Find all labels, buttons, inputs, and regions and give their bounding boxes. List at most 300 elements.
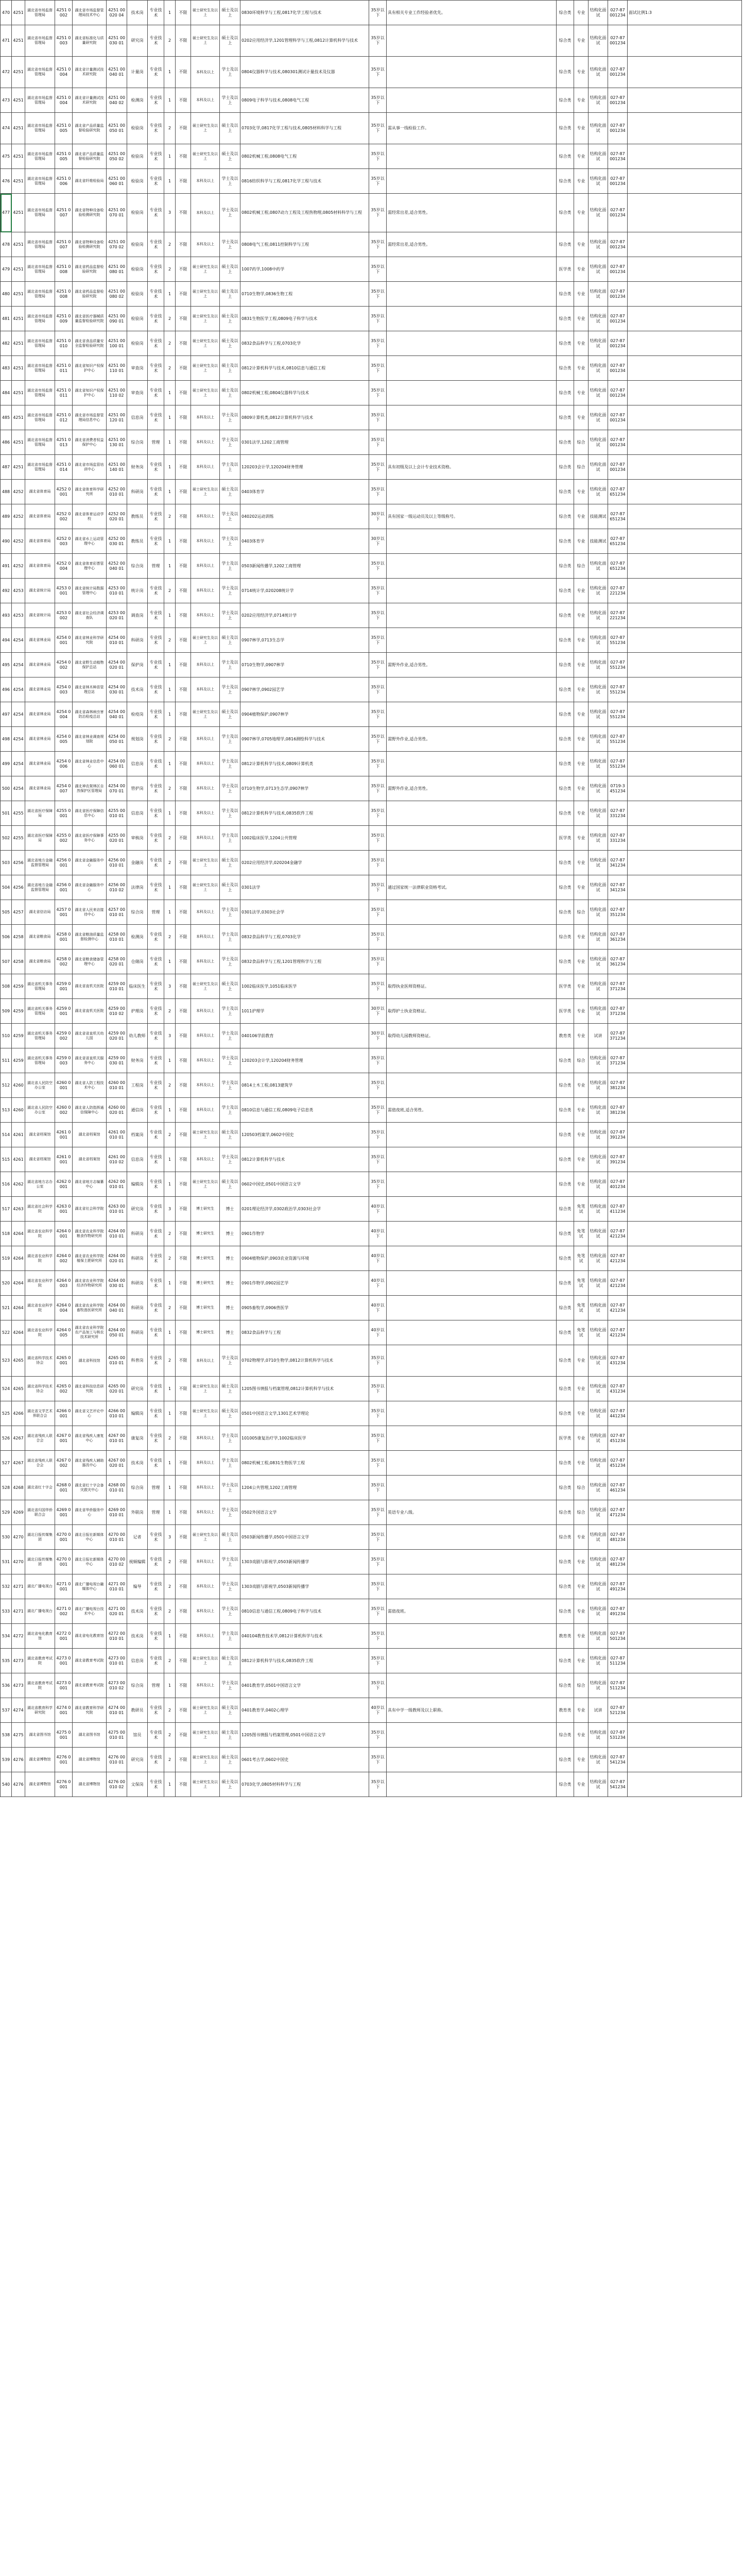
cell-post-type: 专业技术 bbox=[148, 776, 164, 801]
cell-remark bbox=[628, 194, 742, 232]
cell-exam-type: 综合类 bbox=[557, 752, 574, 776]
cell-dept: 湖北省文学艺术界联合会 bbox=[25, 1401, 55, 1426]
cell-age: 35岁以下 bbox=[369, 405, 387, 430]
cell-hire-count: 2 bbox=[164, 232, 176, 257]
cell-contact: 027-87221234 bbox=[608, 603, 628, 628]
cell-exam-type: 综合类 bbox=[557, 1673, 574, 1698]
cell-exam-type: 综合类 bbox=[557, 1748, 574, 1772]
cell-unit-code: 4271 0002 bbox=[55, 1599, 73, 1624]
cell-recruit-target: 不限 bbox=[176, 1, 191, 25]
cell-unit: 湖北省医疗器械质量监督检验研究院 bbox=[73, 307, 107, 331]
cell-interview: 结构化面试 bbox=[589, 1426, 608, 1451]
cell-dept-code: 4262 bbox=[12, 1172, 25, 1197]
cell-interview: 结构化面试 bbox=[589, 144, 608, 169]
cell-post-type: 专业技术 bbox=[148, 1748, 164, 1772]
cell-hire-count: 2 bbox=[164, 1550, 176, 1574]
cell-hire-count: 1 bbox=[164, 1172, 176, 1197]
cell-major: 0809电子科学与技术,0808电气工程 bbox=[240, 88, 369, 113]
cell-contact: 027-87001234 bbox=[608, 257, 628, 282]
cell-other: 具有初级及以上会计专业技术资格。 bbox=[387, 455, 557, 480]
cell-recruit-target: 不限 bbox=[176, 1098, 191, 1123]
cell-contact: 027-87381234 bbox=[608, 1073, 628, 1098]
cell-other bbox=[387, 257, 557, 282]
cell-written: 专业 bbox=[574, 974, 589, 999]
cell-dept: 湖北省电化教育馆 bbox=[25, 1624, 55, 1649]
cell-contact: 027-87451234 bbox=[608, 1451, 628, 1476]
cell-exam-type: 综合类 bbox=[557, 1172, 574, 1197]
cell-post: 调查岗 bbox=[127, 603, 148, 628]
cell-remark bbox=[628, 1476, 742, 1500]
cell-dept-code: 4264 bbox=[12, 1246, 25, 1271]
cell-degree: 硕士及以上 bbox=[220, 282, 240, 307]
cell-other bbox=[387, 1673, 557, 1698]
cell-recruit-target: 不限 bbox=[176, 801, 191, 826]
cell-hire-count: 2 bbox=[164, 1649, 176, 1673]
cell-dept: 湖北省图书馆 bbox=[25, 1723, 55, 1748]
cell-education: 本科及以上 bbox=[191, 1673, 220, 1698]
cell-hire-count: 2 bbox=[164, 1073, 176, 1098]
cell-age: 35岁以下 bbox=[369, 1147, 387, 1172]
cell-unit-code: 4258 0002 bbox=[55, 950, 73, 974]
table-row bbox=[1, 950, 742, 974]
cell-dept-code: 4251 bbox=[12, 381, 25, 405]
cell-post: 临床医生 bbox=[127, 974, 148, 999]
cell-age: 30岁以下 bbox=[369, 529, 387, 554]
cell-contact: 027-87431234 bbox=[608, 1345, 628, 1377]
cell-exam-type: 综合类 bbox=[557, 307, 574, 331]
cell-education: 硕士研究生及以上 bbox=[191, 1772, 220, 1797]
cell-remark bbox=[628, 1320, 742, 1345]
cell-hire-count: 1 bbox=[164, 1098, 176, 1123]
cell-hire-count: 1 bbox=[164, 169, 176, 194]
cell-unit: 湖北省残疾人辅助器具中心 bbox=[73, 1451, 107, 1476]
cell-dept: 湖北省体育局 bbox=[25, 480, 55, 504]
cell-other bbox=[387, 1271, 557, 1296]
cell-major: 0804仪器科学与技术,080301测试计量技术及仪器 bbox=[240, 57, 369, 88]
cell-major: 101005康复治疗学,1002临床医学 bbox=[240, 1426, 369, 1451]
cell-unit: 湖北省体育科学研究所 bbox=[73, 480, 107, 504]
cell-post: 综合岗 bbox=[127, 1673, 148, 1698]
cell-unit: 湖北省药品监督检验研究院 bbox=[73, 257, 107, 282]
cell-education: 硕士研究生及以上 bbox=[191, 307, 220, 331]
cell-recruit-target: 不限 bbox=[176, 307, 191, 331]
cell-interview: 结构化面试 bbox=[589, 194, 608, 232]
cell-degree: 硕士及以上 bbox=[220, 974, 240, 999]
cell-unit: 湖北省人防指挥通信保障中心 bbox=[73, 1098, 107, 1123]
cell-exam-type: 综合类 bbox=[557, 702, 574, 727]
cell-post-code: 4263 00010 01 bbox=[107, 1197, 127, 1222]
cell-post: 研究岗 bbox=[127, 1748, 148, 1772]
cell-recruit-target: 不限 bbox=[176, 1624, 191, 1649]
cell-contact: 027-87431234 bbox=[608, 1377, 628, 1401]
cell-degree: 硕士及以上 bbox=[220, 1698, 240, 1723]
cell-unit-code: 4251 0002 bbox=[55, 1, 73, 25]
cell-seq: 527 bbox=[1, 1451, 12, 1476]
cell-post-type: 专业技术 bbox=[148, 1525, 164, 1550]
cell-major: 0714统计学,020208统计学 bbox=[240, 579, 369, 603]
cell-contact: 027-87491234 bbox=[608, 1599, 628, 1624]
cell-age: 35岁以下 bbox=[369, 25, 387, 57]
cell-written: 专业 bbox=[574, 1599, 589, 1624]
cell-contact: 027-87001234 bbox=[608, 25, 628, 57]
cell-seq: 483 bbox=[1, 356, 12, 381]
cell-seq: 491 bbox=[1, 554, 12, 579]
cell-unit-code: 4251 0011 bbox=[55, 356, 73, 381]
cell-remark bbox=[628, 999, 742, 1024]
cell-unit-code: 4252 0002 bbox=[55, 504, 73, 529]
cell-contact: 027-87391234 bbox=[608, 1147, 628, 1172]
cell-contact: 027-87651234 bbox=[608, 554, 628, 579]
cell-remark bbox=[628, 1451, 742, 1476]
cell-interview: 结构化面试 bbox=[589, 1550, 608, 1574]
cell-post-code: 4276 00010 02 bbox=[107, 1772, 127, 1797]
cell-major: 0802机械工程,0831生物医学工程 bbox=[240, 1451, 369, 1476]
cell-post-type: 专业技术 bbox=[148, 875, 164, 900]
cell-education: 本科及以上 bbox=[191, 826, 220, 851]
cell-unit: 湖北省特种设备检验检测研究院 bbox=[73, 232, 107, 257]
cell-hire-count: 1 bbox=[164, 554, 176, 579]
cell-degree: 硕士及以上 bbox=[220, 307, 240, 331]
table-row bbox=[1, 1048, 742, 1073]
cell-remark bbox=[628, 169, 742, 194]
cell-contact: 027-87001234 bbox=[608, 381, 628, 405]
cell-age: 35岁以下 bbox=[369, 381, 387, 405]
cell-degree: 学士及以上 bbox=[220, 504, 240, 529]
cell-recruit-target: 不限 bbox=[176, 1772, 191, 1797]
cell-contact: 027-87471234 bbox=[608, 1500, 628, 1525]
cell-interview: 技能测试 bbox=[589, 529, 608, 554]
table-row bbox=[1, 1624, 742, 1649]
cell-major: 0904植物保护,0907林学 bbox=[240, 702, 369, 727]
cell-contact: 027-87001234 bbox=[608, 405, 628, 430]
cell-recruit-target: 不限 bbox=[176, 579, 191, 603]
cell-post-type: 专业技术 bbox=[148, 529, 164, 554]
cell-post-code: 4271 00020 01 bbox=[107, 1599, 127, 1624]
cell-degree: 学士及以上 bbox=[220, 1024, 240, 1048]
cell-education: 硕士研究生及以上 bbox=[191, 113, 220, 144]
cell-post: 综合岗 bbox=[127, 900, 148, 925]
cell-seq: 533 bbox=[1, 1599, 12, 1624]
cell-other bbox=[387, 1377, 557, 1401]
cell-recruit-target: 不限 bbox=[176, 628, 191, 653]
cell-degree: 硕士及以上 bbox=[220, 1, 240, 25]
cell-dept: 湖北省机关事务管理局 bbox=[25, 1048, 55, 1073]
table-row bbox=[1, 1024, 742, 1048]
cell-seq: 478 bbox=[1, 232, 12, 257]
cell-post: 馆员 bbox=[127, 1723, 148, 1748]
table-row bbox=[1, 504, 742, 529]
cell-unit-code: 4266 0001 bbox=[55, 1401, 73, 1426]
cell-interview: 结构化面试 bbox=[589, 677, 608, 702]
cell-recruit-target: 不限 bbox=[176, 925, 191, 950]
cell-recruit-target: 不限 bbox=[176, 752, 191, 776]
cell-post-type: 专业技术 bbox=[148, 974, 164, 999]
cell-recruit-target: 不限 bbox=[176, 430, 191, 455]
cell-seq: 473 bbox=[1, 88, 12, 113]
cell-other bbox=[387, 579, 557, 603]
cell-unit-code: 4251 0003 bbox=[55, 25, 73, 57]
cell-seq: 526 bbox=[1, 1426, 12, 1451]
cell-post-code: 4254 00010 01 bbox=[107, 628, 127, 653]
table-row bbox=[1, 25, 742, 57]
cell-post: 规划岗 bbox=[127, 727, 148, 752]
cell-post-type: 管理 bbox=[148, 1476, 164, 1500]
cell-dept: 湖北省林业局 bbox=[25, 752, 55, 776]
cell-unit-code: 4253 0002 bbox=[55, 603, 73, 628]
cell-post-code: 4251 00110 02 bbox=[107, 381, 127, 405]
cell-contact: 027-87531234 bbox=[608, 1723, 628, 1748]
cell-post-code: 4259 00020 01 bbox=[107, 1024, 127, 1048]
cell-education: 硕士研究生及以上 bbox=[191, 1723, 220, 1748]
cell-dept-code: 4259 bbox=[12, 999, 25, 1024]
cell-education: 硕士研究生及以上 bbox=[191, 974, 220, 999]
cell-age: 35岁以下 bbox=[369, 1500, 387, 1525]
cell-major: 0602中国史,0501中国语言文学 bbox=[240, 1172, 369, 1197]
cell-seq: 522 bbox=[1, 1320, 12, 1345]
cell-dept: 湖北省林业局 bbox=[25, 653, 55, 677]
cell-remark bbox=[628, 1624, 742, 1649]
cell-hire-count: 2 bbox=[164, 331, 176, 356]
cell-hire-count: 2 bbox=[164, 307, 176, 331]
cell-remark bbox=[628, 603, 742, 628]
cell-post-code: 4266 00010 01 bbox=[107, 1401, 127, 1426]
cell-age: 35岁以下 bbox=[369, 801, 387, 826]
cell-dept-code: 4267 bbox=[12, 1426, 25, 1451]
cell-post-type: 专业技术 bbox=[148, 1550, 164, 1574]
cell-major: 120503档案学,0602中国史 bbox=[240, 1123, 369, 1147]
cell-other bbox=[387, 1197, 557, 1222]
cell-contact: 027-87001234 bbox=[608, 194, 628, 232]
cell-written: 专业 bbox=[574, 875, 589, 900]
cell-major: 0812计算机科学与技术,0835软件工程 bbox=[240, 801, 369, 826]
table-row bbox=[1, 1451, 742, 1476]
cell-post-type: 专业技术 bbox=[148, 925, 164, 950]
cell-remark bbox=[628, 405, 742, 430]
cell-hire-count: 1 bbox=[164, 702, 176, 727]
cell-dept-code: 4254 bbox=[12, 677, 25, 702]
cell-dept-code: 4272 bbox=[12, 1624, 25, 1649]
cell-seq: 540 bbox=[1, 1772, 12, 1797]
cell-dept: 湖北省市场监督管理局 bbox=[25, 194, 55, 232]
cell-age: 35岁以下 bbox=[369, 455, 387, 480]
cell-dept-code: 4258 bbox=[12, 925, 25, 950]
cell-exam-type: 医学类 bbox=[557, 257, 574, 282]
cell-unit: 湖北省残疾人康复中心 bbox=[73, 1426, 107, 1451]
cell-hire-count: 2 bbox=[164, 851, 176, 875]
cell-post: 科研岗 bbox=[127, 628, 148, 653]
cell-post-code: 4269 00010 01 bbox=[107, 1500, 127, 1525]
cell-interview: 结构化面试 bbox=[589, 1673, 608, 1698]
cell-post-code: 4264 00030 01 bbox=[107, 1271, 127, 1296]
cell-major: 0814土木工程,0813建筑学 bbox=[240, 1073, 369, 1098]
cell-post-type: 专业技术 bbox=[148, 1271, 164, 1296]
cell-major: 0301法学,0303社会学 bbox=[240, 900, 369, 925]
cell-age: 35岁以下 bbox=[369, 1748, 387, 1772]
table-row bbox=[1, 430, 742, 455]
cell-unit: 湖北广播电视台融媒体中心 bbox=[73, 1574, 107, 1599]
cell-hire-count: 1 bbox=[164, 950, 176, 974]
cell-education: 本科及以上 bbox=[191, 1599, 220, 1624]
cell-hire-count: 2 bbox=[164, 1246, 176, 1271]
cell-unit-code: 4273 0001 bbox=[55, 1649, 73, 1673]
cell-contact: 027-87001234 bbox=[608, 455, 628, 480]
cell-written: 专业 bbox=[574, 1024, 589, 1048]
table-row bbox=[1, 677, 742, 702]
cell-post-code: 4265 00010 01 bbox=[107, 1345, 127, 1377]
cell-post-code: 4254 00060 01 bbox=[107, 752, 127, 776]
cell-dept-code: 4259 bbox=[12, 1048, 25, 1073]
cell-unit-code: 4251 0006 bbox=[55, 169, 73, 194]
cell-interview: 结构化面试 bbox=[589, 169, 608, 194]
cell-dept-code: 4254 bbox=[12, 776, 25, 801]
cell-post-type: 专业技术 bbox=[148, 579, 164, 603]
cell-hire-count: 2 bbox=[164, 1123, 176, 1147]
cell-unit-code: 4265 0001 bbox=[55, 1345, 73, 1377]
cell-written: 综合 bbox=[574, 1476, 589, 1500]
cell-contact: 027-87521234 bbox=[608, 1698, 628, 1723]
cell-hire-count: 1 bbox=[164, 1401, 176, 1426]
cell-degree: 硕士及以上 bbox=[220, 1649, 240, 1673]
cell-dept: 湖北省市场监督管理局 bbox=[25, 1, 55, 25]
table-row bbox=[1, 1525, 742, 1550]
cell-post-type: 专业技术 bbox=[148, 307, 164, 331]
cell-remark bbox=[628, 1197, 742, 1222]
cell-interview: 结构化面试 bbox=[589, 307, 608, 331]
cell-recruit-target: 不限 bbox=[176, 356, 191, 381]
cell-unit-code: 4269 0001 bbox=[55, 1500, 73, 1525]
cell-interview: 结构化面试 bbox=[589, 999, 608, 1024]
cell-seq: 506 bbox=[1, 925, 12, 950]
cell-unit: 湖北省产品质量监督检验研究院 bbox=[73, 113, 107, 144]
cell-dept-code: 4270 bbox=[12, 1525, 25, 1550]
cell-education: 本科及以上 bbox=[191, 57, 220, 88]
cell-post: 管护岗 bbox=[127, 776, 148, 801]
cell-dept-code: 4261 bbox=[12, 1147, 25, 1172]
cell-degree: 学士及以上 bbox=[220, 232, 240, 257]
cell-exam-type: 综合类 bbox=[557, 1500, 574, 1525]
cell-degree: 学士及以上 bbox=[220, 1345, 240, 1377]
cell-exam-type: 综合类 bbox=[557, 529, 574, 554]
cell-dept: 湖北日报传媒集团 bbox=[25, 1550, 55, 1574]
cell-age: 35岁以下 bbox=[369, 1574, 387, 1599]
cell-unit: 湖北省金融服务中心 bbox=[73, 875, 107, 900]
cell-age: 35岁以下 bbox=[369, 1, 387, 25]
cell-hire-count: 1 bbox=[164, 455, 176, 480]
cell-post-code: 4259 00010 02 bbox=[107, 999, 127, 1024]
cell-unit-code: 4251 0009 bbox=[55, 307, 73, 331]
cell-degree: 硕士及以上 bbox=[220, 113, 240, 144]
cell-dept: 湖北省市场监督管理局 bbox=[25, 169, 55, 194]
cell-remark bbox=[628, 1698, 742, 1723]
table-row bbox=[1, 1320, 742, 1345]
cell-interview: 结构化面试 bbox=[589, 1246, 608, 1271]
cell-recruit-target: 不限 bbox=[176, 1723, 191, 1748]
cell-major: 0830环境科学与工程,0817化学工程与技术 bbox=[240, 1, 369, 25]
cell-unit: 湖北省医疗保障信息中心 bbox=[73, 801, 107, 826]
cell-seq: 470 bbox=[1, 1, 12, 25]
cell-post-code: 4251 00130 01 bbox=[107, 430, 127, 455]
cell-interview: 结构化面试 bbox=[589, 974, 608, 999]
cell-degree: 学士及以上 bbox=[220, 727, 240, 752]
cell-interview: 结构化面试 bbox=[589, 455, 608, 480]
cell-dept: 湖北省人民防空办公室 bbox=[25, 1098, 55, 1123]
cell-written: 专业 bbox=[574, 405, 589, 430]
cell-age: 35岁以下 bbox=[369, 1723, 387, 1748]
cell-exam-type: 综合类 bbox=[557, 1197, 574, 1222]
cell-interview: 结构化面试 bbox=[589, 702, 608, 727]
cell-exam-type: 综合类 bbox=[557, 1048, 574, 1073]
cell-major: 0901作物学 bbox=[240, 1222, 369, 1246]
cell-major: 0802机械工程,0807动力工程及工程热物理,0805材料科学与工程 bbox=[240, 194, 369, 232]
cell-dept-code: 4273 bbox=[12, 1673, 25, 1698]
cell-hire-count: 2 bbox=[164, 25, 176, 57]
cell-recruit-target: 不限 bbox=[176, 257, 191, 282]
cell-recruit-target: 不限 bbox=[176, 1698, 191, 1723]
cell-remark bbox=[628, 1426, 742, 1451]
cell-other: 需野外作业,适合男性。 bbox=[387, 727, 557, 752]
cell-hire-count: 2 bbox=[164, 1426, 176, 1451]
cell-post: 财务岗 bbox=[127, 455, 148, 480]
table-row bbox=[1, 113, 742, 144]
cell-unit: 湖北省特种设备检验检测研究院 bbox=[73, 194, 107, 232]
cell-recruit-target: 不限 bbox=[176, 1073, 191, 1098]
cell-dept: 湖北省博物馆 bbox=[25, 1772, 55, 1797]
cell-recruit-target: 不限 bbox=[176, 826, 191, 851]
cell-remark bbox=[628, 776, 742, 801]
cell-written: 专业 bbox=[574, 88, 589, 113]
table-row bbox=[1, 1574, 742, 1599]
cell-post-type: 专业技术 bbox=[148, 999, 164, 1024]
cell-exam-type: 综合类 bbox=[557, 1271, 574, 1296]
table-row bbox=[1, 1723, 742, 1748]
cell-education: 硕士研究生及以上 bbox=[191, 1649, 220, 1673]
cell-exam-type: 综合类 bbox=[557, 194, 574, 232]
cell-seq: 519 bbox=[1, 1246, 12, 1271]
cell-unit: 湖北广播电视台技术中心 bbox=[73, 1599, 107, 1624]
cell-exam-type: 综合类 bbox=[557, 1550, 574, 1574]
cell-recruit-target: 不限 bbox=[176, 1574, 191, 1599]
cell-hire-count: 3 bbox=[164, 1197, 176, 1222]
cell-exam-type: 综合类 bbox=[557, 579, 574, 603]
cell-post: 研究岗 bbox=[127, 1377, 148, 1401]
cell-post: 审查岗 bbox=[127, 356, 148, 381]
cell-remark bbox=[628, 677, 742, 702]
table-row bbox=[1, 1098, 742, 1123]
cell-major: 0812计算机科学与技术,0810信息与通信工程 bbox=[240, 356, 369, 381]
cell-remark bbox=[628, 1500, 742, 1525]
cell-remark bbox=[628, 1772, 742, 1797]
cell-recruit-target: 不限 bbox=[176, 677, 191, 702]
cell-age: 40岁以下 bbox=[369, 1320, 387, 1345]
cell-post-code: 4251 00040 01 bbox=[107, 57, 127, 88]
cell-post-type: 专业技术 bbox=[148, 702, 164, 727]
cell-education: 硕士研究生及以上 bbox=[191, 257, 220, 282]
cell-written: 专业 bbox=[574, 1624, 589, 1649]
cell-unit-code: 4259 0003 bbox=[55, 1048, 73, 1073]
cell-education: 本科及以上 bbox=[191, 88, 220, 113]
cell-post-type: 专业技术 bbox=[148, 603, 164, 628]
cell-recruit-target: 不限 bbox=[176, 405, 191, 430]
cell-unit-code: 4264 0004 bbox=[55, 1296, 73, 1320]
cell-post-code: 4251 00050 02 bbox=[107, 144, 127, 169]
cell-hire-count: 2 bbox=[164, 727, 176, 752]
cell-other bbox=[387, 144, 557, 169]
cell-post-type: 管理 bbox=[148, 900, 164, 925]
cell-post-code: 4251 00110 01 bbox=[107, 356, 127, 381]
cell-seq: 477 bbox=[1, 194, 12, 232]
cell-unit-code: 4260 0002 bbox=[55, 1098, 73, 1123]
cell-post: 信息岗 bbox=[127, 1147, 148, 1172]
